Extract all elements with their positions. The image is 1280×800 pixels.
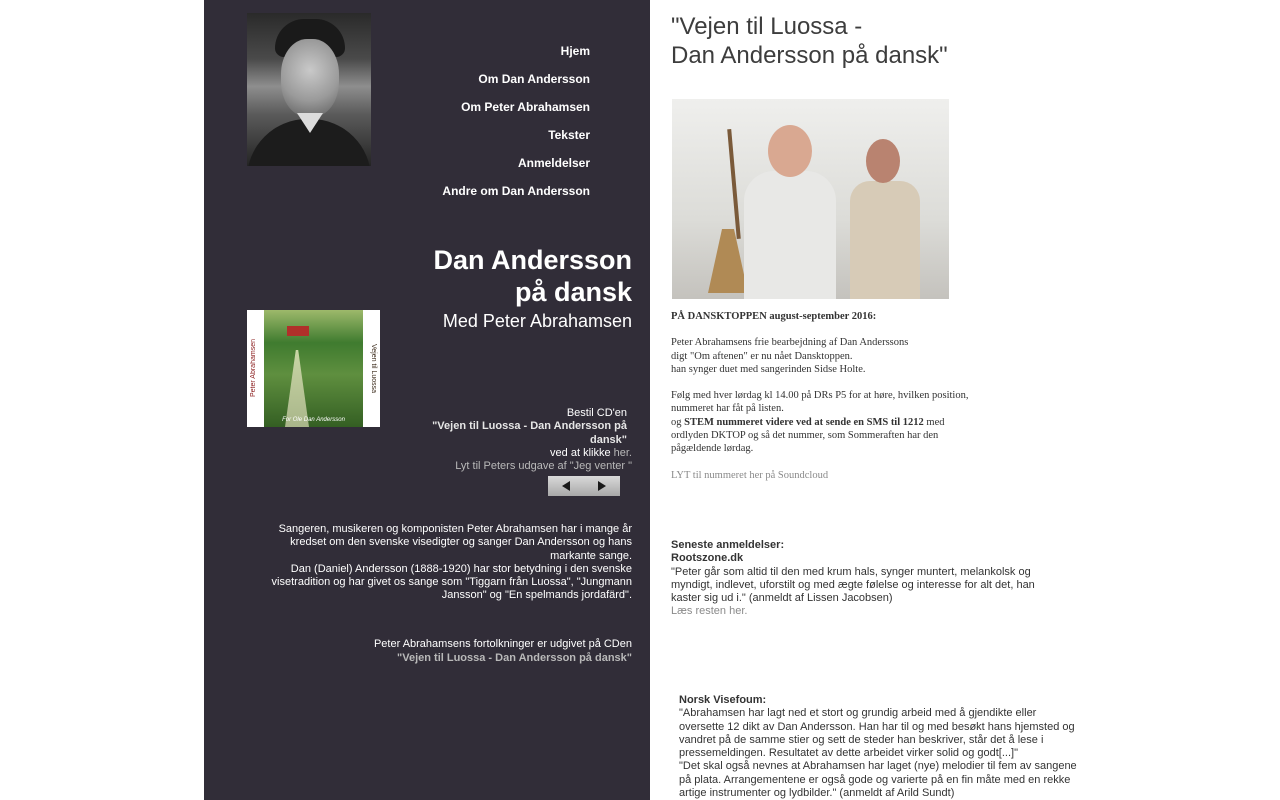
- cd-spine-artist: Peter Abrahamsen: [250, 339, 257, 398]
- hero-title: [433, 244, 632, 308]
- order-cta-text: ved at klikke: [550, 446, 611, 459]
- nav-item-andre-om-dan-andersson[interactable]: Andre om Dan Andersson: [442, 184, 590, 198]
- sms-instruction: STEM nummeret videre ved at sende en SMS til 1212: [684, 416, 924, 428]
- nav-item-om-peter-abrahamsen[interactable]: Om Peter Abrahamsen: [461, 100, 590, 114]
- news-heading: PÅ DANSKTOPPEN august-september 2016:: [671, 311, 877, 322]
- listen-label: Lyt til Peters udgave af "Jeg venter ": [455, 460, 632, 473]
- reviews-heading: Seneste anmeldelser:: [671, 539, 785, 551]
- cd-cover-image[interactable]: [247, 310, 380, 427]
- order-cta: [422, 447, 632, 460]
- order-cd-box: [422, 407, 632, 473]
- nav-item-om-dan-andersson[interactable]: Om Dan Andersson: [478, 72, 590, 86]
- news-paragraph-1: Peter Abrahamsens frie bearbejdning af Dan Anderssons digt "Om aftenen" er nu nået Dansktoppen. han synger duet med sangerinden Sidse Holte.: [671, 337, 909, 375]
- bio-paragraph-1: Sangeren, musikeren og komponisten Peter Abrahamsen har i mange år kredset om den svenske visedigter og sanger Dan Andersson og hans markante sange.: [278, 523, 632, 562]
- review-quote-rootszone: "Peter går som altid til den med krum hals, synger muntert, melankolsk og myndigt, indlevet, uforstilt og med ægte følelse og interesse for alt det, han kaster sig ud i." (anmeldt af Lissen Jacobsen): [671, 565, 1035, 605]
- dansktoppen-news: [671, 310, 971, 495]
- soundcloud-link-wrap: [671, 469, 971, 482]
- release-title: "Vejen til Luossa - Dan Andersson på dansk": [397, 652, 632, 664]
- hero-title-line1: Dan Andersson: [433, 245, 632, 275]
- hero-title-line2: på dansk: [514, 277, 632, 307]
- nav-item-tekster[interactable]: Tekster: [548, 128, 590, 142]
- player-previous-button[interactable]: [548, 476, 584, 496]
- review-visefoum: [679, 694, 1079, 800]
- order-cd-title: "Vejen til Luossa - Dan Andersson på dansk": [432, 420, 627, 446]
- hero-subtitle: Med Peter Abrahamsen: [442, 311, 632, 331]
- page-title: [671, 12, 948, 70]
- nav-item-hjem[interactable]: Hjem: [560, 44, 590, 58]
- news-paragraph-2: Følg med hver lørdag kl 14.00 på DRs P5 for at høre, hvilken position, nummeret har fåt på listen. og STEM nummeret videre ved at sende en SMS til 1212 med ordlyden DKTOP og så det nummer, som Sommeraften har den pågældende lørdag.: [671, 390, 969, 455]
- player-play-button[interactable]: [584, 476, 620, 496]
- latest-reviews: [671, 539, 1051, 619]
- main-navigation: [442, 44, 590, 212]
- review-source-visefoum: Norsk Visefoum:: [679, 694, 767, 706]
- bio-paragraph-2: Dan (Daniel) Andersson (1888-1920) har stor betydning i den svenske visetradition og har givet os sange som "Tiggarn från Luossa", "Jungmann Jansson" og "En spelmands jordafärd".: [271, 562, 632, 602]
- cd-spine-title: Vejen til Luossa: [370, 343, 377, 394]
- review-source-rootszone: Rootszone.dk: [671, 552, 744, 565]
- cd-caption: For Ole Dan Andersson: [282, 417, 345, 423]
- review-quote-visefoum-2: "Det skal også nevnes at Abrahamsen har laget (nye) melodier til fem av sangene på plata. Arrangementene er også gode og varierte på en fin måte med en rekke artige instrumenter og lydbilder." (anmeldt af Arild Sundt): [679, 760, 1077, 800]
- review-quote-visefoum-1: "Abrahamsen har lagt ned et stort og grundig arbeid med å gjendikte eller oversette 12 dikt av Dan Andersson. Han har til og med besøkt hans hjemsted og vandret på de samme stier og sett de steder han beskriver, står det å lese i pressemeldingen. Resultatet av dette arbeidet virker solid og godt[...]": [679, 707, 1075, 760]
- release-line: Peter Abrahamsens fortolkninger er udgivet på CDen: [373, 638, 632, 650]
- page-title-line2: Dan Andersson på dansk": [671, 42, 948, 69]
- left-panel: [204, 0, 650, 800]
- order-lead: Bestil CD'en: [566, 407, 627, 419]
- nav-item-anmeldelser[interactable]: Anmeldelser: [517, 156, 590, 170]
- dan-andersson-portrait: [247, 13, 371, 166]
- order-here-link[interactable]: her.: [613, 446, 632, 459]
- bio-text: [262, 523, 632, 603]
- audio-player: [548, 476, 620, 496]
- soundcloud-link[interactable]: LYT til nummeret her på Soundcloud: [671, 469, 829, 481]
- peter-and-sidse-photo: [672, 99, 949, 299]
- read-more-link[interactable]: Læs resten her.: [671, 605, 748, 618]
- page-title-line1: "Vejen til Luossa -: [671, 13, 863, 40]
- release-info: [312, 637, 632, 665]
